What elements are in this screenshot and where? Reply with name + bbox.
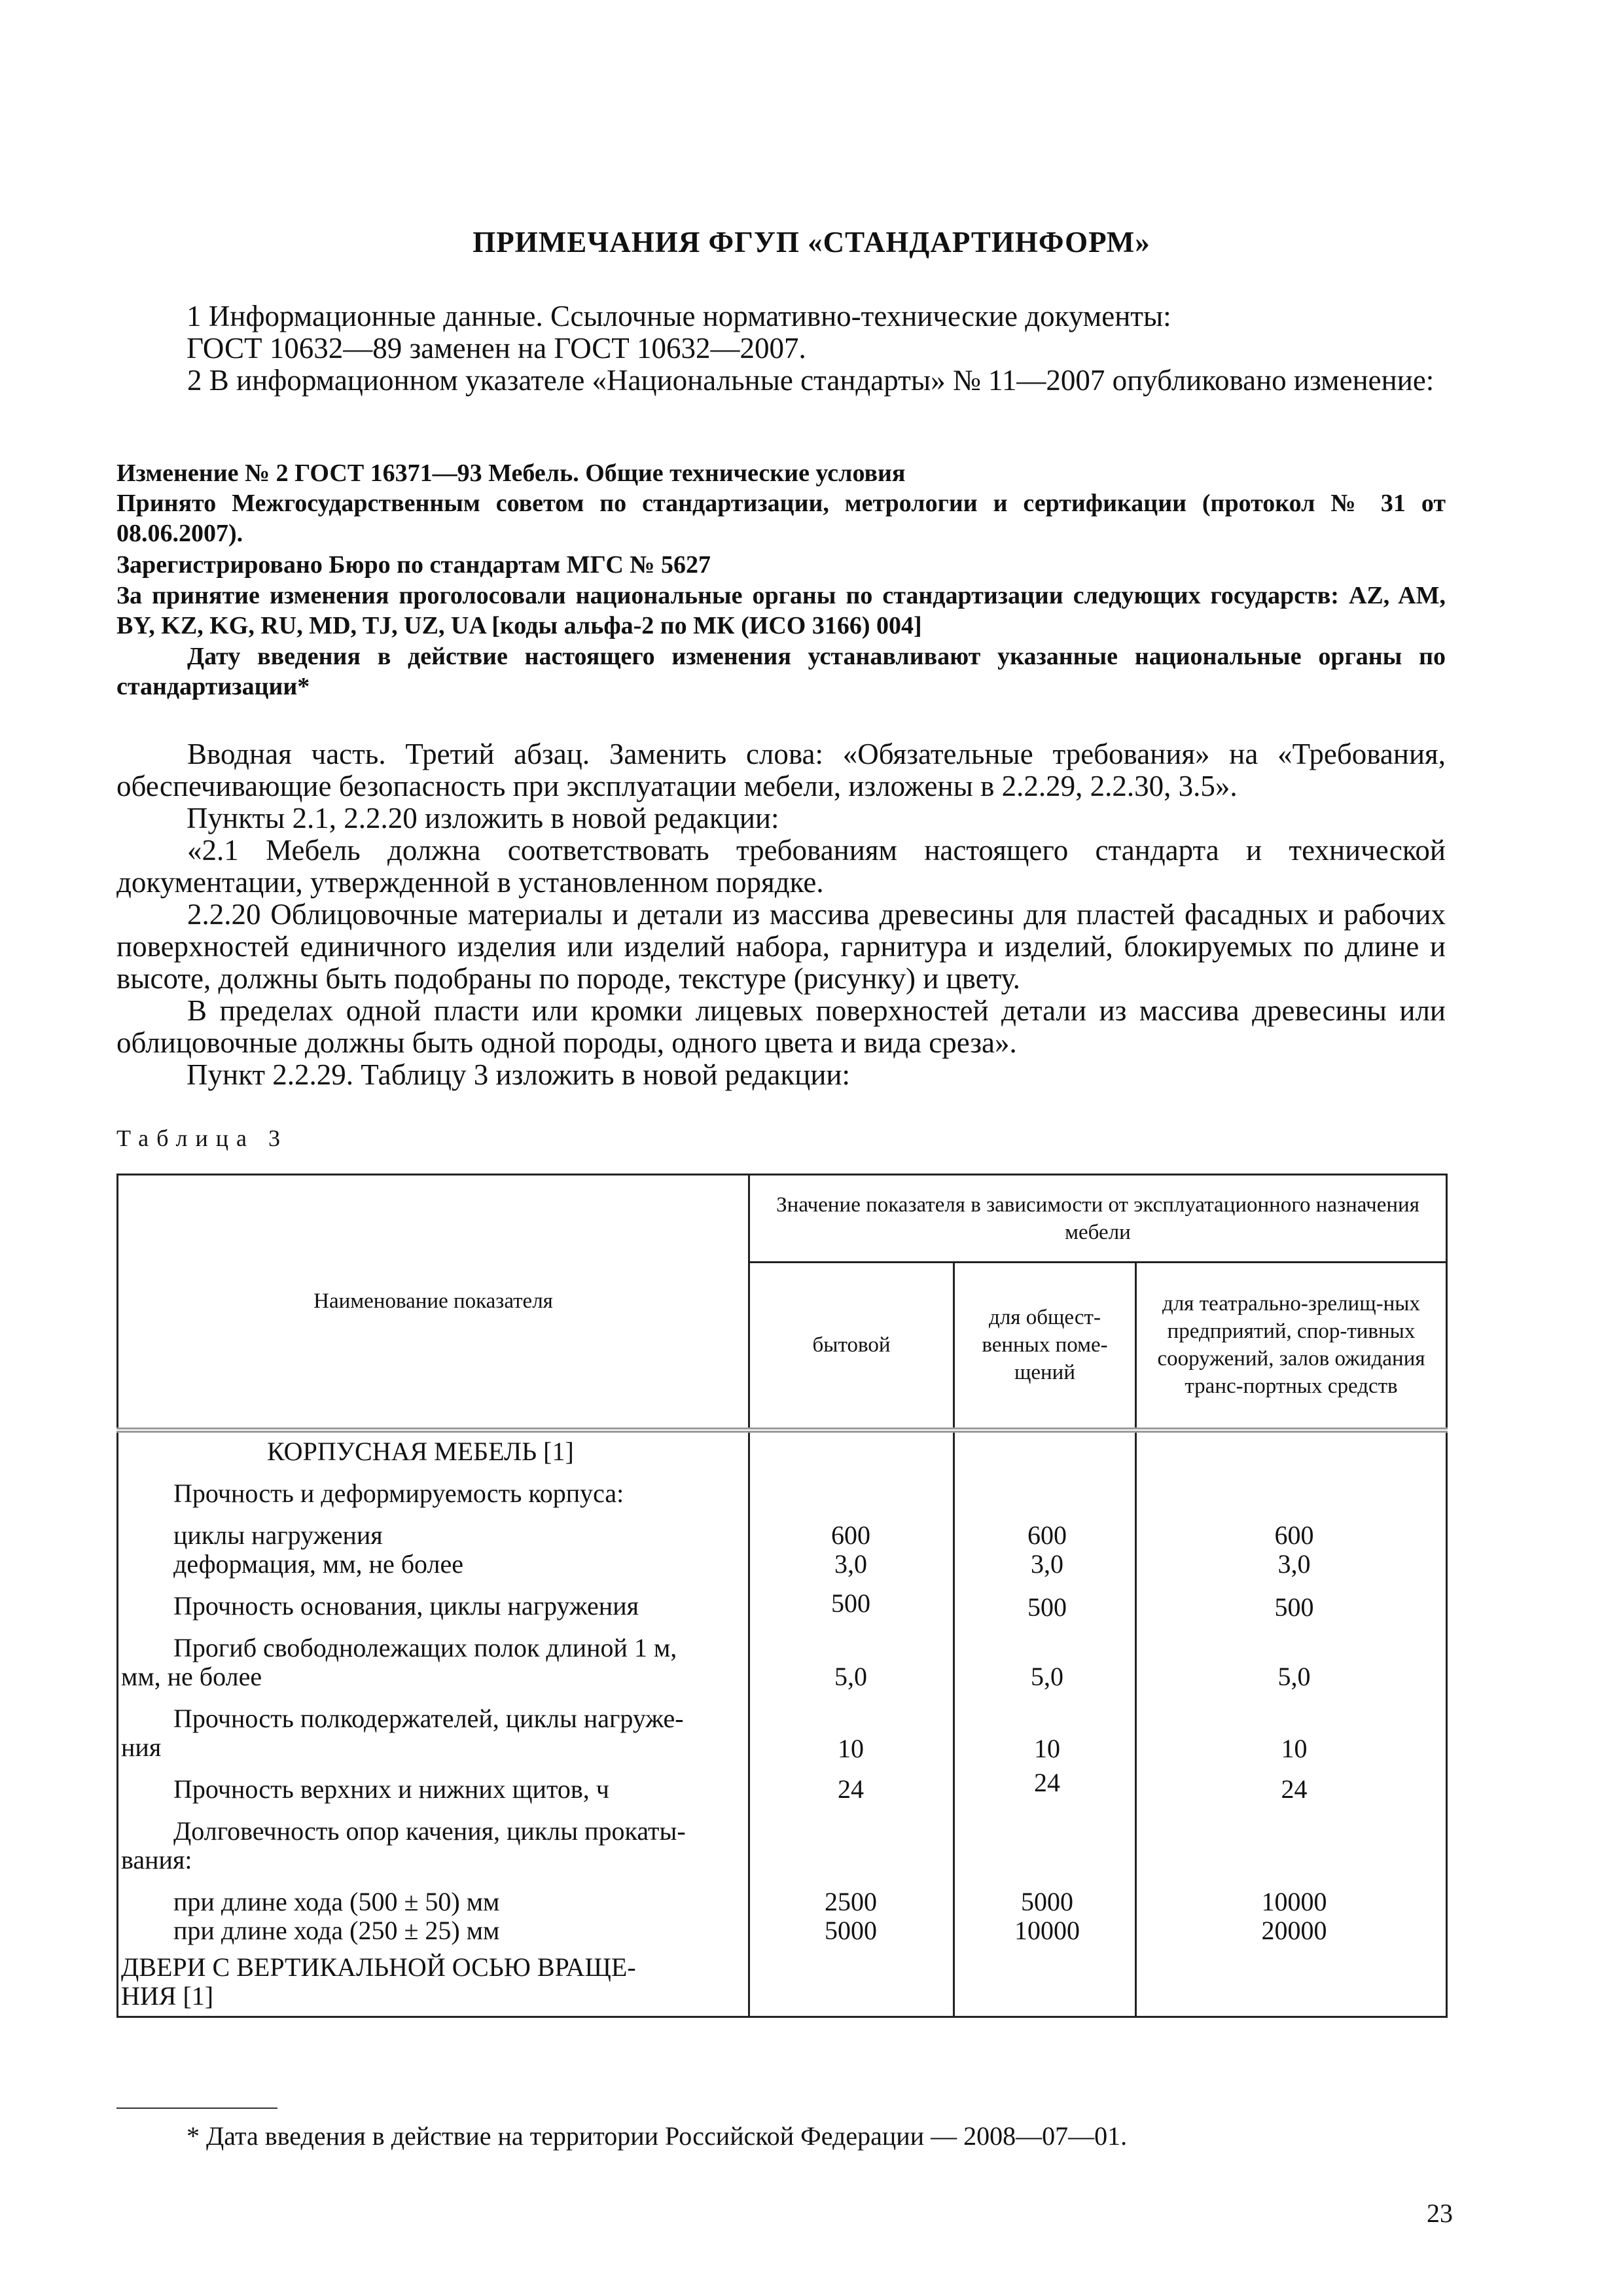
header-theatres: для театрально-зрелищ-ных предприятий, спор-тивных сооружений, залов ожидания транс-портных средств xyxy=(1136,1263,1447,1430)
value-deform-public: 3,0 xyxy=(1031,1549,1063,1579)
section-doors-cont: НИЯ [1] xyxy=(121,1981,214,2011)
row-strength-header: Прочность и деформируемость корпуса: xyxy=(173,1479,624,1508)
value-stroke250-household: 5000 xyxy=(825,1916,877,1945)
header-public: для общест-венных поме-щений xyxy=(954,1263,1136,1430)
row-stroke-500: при длине хода (500 ± 50) мм xyxy=(173,1887,500,1916)
row-rolling: Долговечность опор качения, циклы прокаты- xyxy=(173,1816,686,1846)
amendment-date: Дату введения в действие настоящего изменения устанавливают указанные национальные органы по стандартизации* xyxy=(116,643,1446,700)
paragraph-2-1: «2.1 Мебель должна соответствовать требованиям настоящего стандарта и технической документации, утвержденной в установленном порядке. xyxy=(116,834,1446,899)
value-cycles-public: 600 xyxy=(1027,1520,1067,1550)
value-holders-public: 10 xyxy=(1034,1734,1060,1763)
value-base-public: 500 xyxy=(1027,1592,1067,1622)
footnote: * Дата введения в действие на территории Российской Федерации — 2008—07—01. xyxy=(187,2121,1128,2151)
row-shelf-cont: мм, не более xyxy=(121,1662,262,1691)
value-cycles-household: 600 xyxy=(831,1520,870,1550)
row-holders: Прочность полкодержателей, циклы нагруже- xyxy=(173,1704,684,1733)
value-stroke250-theatres: 20000 xyxy=(1261,1916,1327,1945)
row-shelf: Прогиб свободнолежащих полок длиной 1 м, xyxy=(173,1633,677,1662)
note-2: 2 В информационном указателе «Национальные стандарты» № 11—2007 опубликовано изменение: xyxy=(187,364,1435,397)
header-household: бытовой xyxy=(749,1263,954,1430)
amendment-adopted: Принято Межгосударственным советом по стандартизации, метрологии и сертификации (протокол № 31 от 08.06.2007). xyxy=(116,490,1446,547)
row-panels: Прочность верхних и нижних щитов, ч xyxy=(173,1774,609,1804)
value-stroke500-public: 5000 xyxy=(1021,1887,1073,1916)
value-stroke500-theatres: 10000 xyxy=(1261,1887,1327,1916)
value-stroke250-public: 10000 xyxy=(1014,1916,1080,1945)
paragraph-table-ref: Пункт 2.2.29. Таблицу 3 изложить в новой редакции: xyxy=(187,1058,851,1091)
value-cycles-theatres: 600 xyxy=(1274,1520,1314,1550)
row-stroke-250: при длине хода (250 ± 25) мм xyxy=(173,1916,500,1945)
paragraph-2-2-20: 2.2.20 Облицовочные материалы и детали из массива древесины для пластей фасадных и рабочих поверхностей единичного изделия или изделий набора, гарнитура и изделий, блокируемых по длине и высоте, должны быть подобраны по породе, текстуре (рисунку) и цвету. xyxy=(116,898,1446,995)
table-caption: Таблица 3 xyxy=(116,1125,288,1151)
row-rolling-cont: вания: xyxy=(121,1845,192,1874)
section-cabinet: КОРПУСНАЯ МЕБЕЛЬ [1] xyxy=(267,1437,574,1466)
value-holders-theatres: 10 xyxy=(1281,1734,1308,1763)
row-deform: деформация, мм, не более xyxy=(173,1549,463,1579)
value-stroke500-household: 2500 xyxy=(825,1887,877,1916)
paragraph-points: Пункты 2.1, 2.2.20 изложить в новой редакции: xyxy=(187,802,779,834)
row-holders-cont: ния xyxy=(121,1732,162,1762)
footnote-divider xyxy=(116,2108,277,2109)
page-number: 23 xyxy=(1427,2198,1453,2228)
value-panels-public: 24 xyxy=(1034,1768,1060,1797)
value-panels-theatres: 24 xyxy=(1281,1774,1308,1804)
value-shelf-household: 5,0 xyxy=(834,1662,867,1691)
value-deform-theatres: 3,0 xyxy=(1277,1549,1311,1579)
value-base-theatres: 500 xyxy=(1274,1592,1314,1622)
value-shelf-public: 5,0 xyxy=(1031,1662,1063,1691)
page-title: ПРИМЕЧАНИЯ ФГУП «СТАНДАРТИНФОРМ» xyxy=(473,226,1150,259)
note-1-gost: ГОСТ 10632—89 заменен на ГОСТ 10632—2007. xyxy=(187,332,806,365)
value-holders-household: 10 xyxy=(838,1734,864,1763)
amendment-registered: Зарегистрировано Бюро по стандартам МГС № 5627 xyxy=(116,551,711,579)
amendment-voted: За принятие изменения проголосовали национальные органы по стандартизации следующих государств: AZ, AM, BY, KZ, KG, RU, MD, TJ, UZ, UA [коды альфа-2 по МК (ИСО 3166) 004] xyxy=(116,582,1446,639)
header-indicator: Наименование показателя xyxy=(118,1175,749,1430)
row-cycles: циклы нагружения xyxy=(173,1520,383,1550)
row-base: Прочность основания, циклы нагружения xyxy=(173,1591,639,1621)
note-1: 1 Информационные данные. Ссылочные нормативно-технические документы: xyxy=(187,300,1171,332)
paragraph-limits: В пределах одной пласти или кромки лицевых поверхностей детали из массива древесины или облицовочные должны быть одной породы, одного цвета и вида среза». xyxy=(116,994,1446,1059)
section-doors: ДВЕРИ С ВЕРТИКАЛЬНОЙ ОСЬЮ ВРАЩЕ- xyxy=(121,1952,636,1982)
header-group: Значение показателя в зависимости от эксплуатационного назначения мебели xyxy=(749,1175,1447,1263)
amendment-title: Изменение № 2 ГОСТ 16371—93 Мебель. Общие технические условия xyxy=(116,459,906,487)
value-shelf-theatres: 5,0 xyxy=(1277,1662,1311,1691)
paragraph-intro: Вводная часть. Третий абзац. Заменить слова: «Обязательные требования» на «Требования, обеспечивающие безопасность при эксплуатации мебели, изложены в 2.2.29, 2.2.30, 3.5». xyxy=(116,738,1446,802)
value-deform-household: 3,0 xyxy=(834,1549,867,1579)
value-panels-household: 24 xyxy=(838,1774,864,1804)
value-base-household: 500 xyxy=(831,1588,870,1618)
